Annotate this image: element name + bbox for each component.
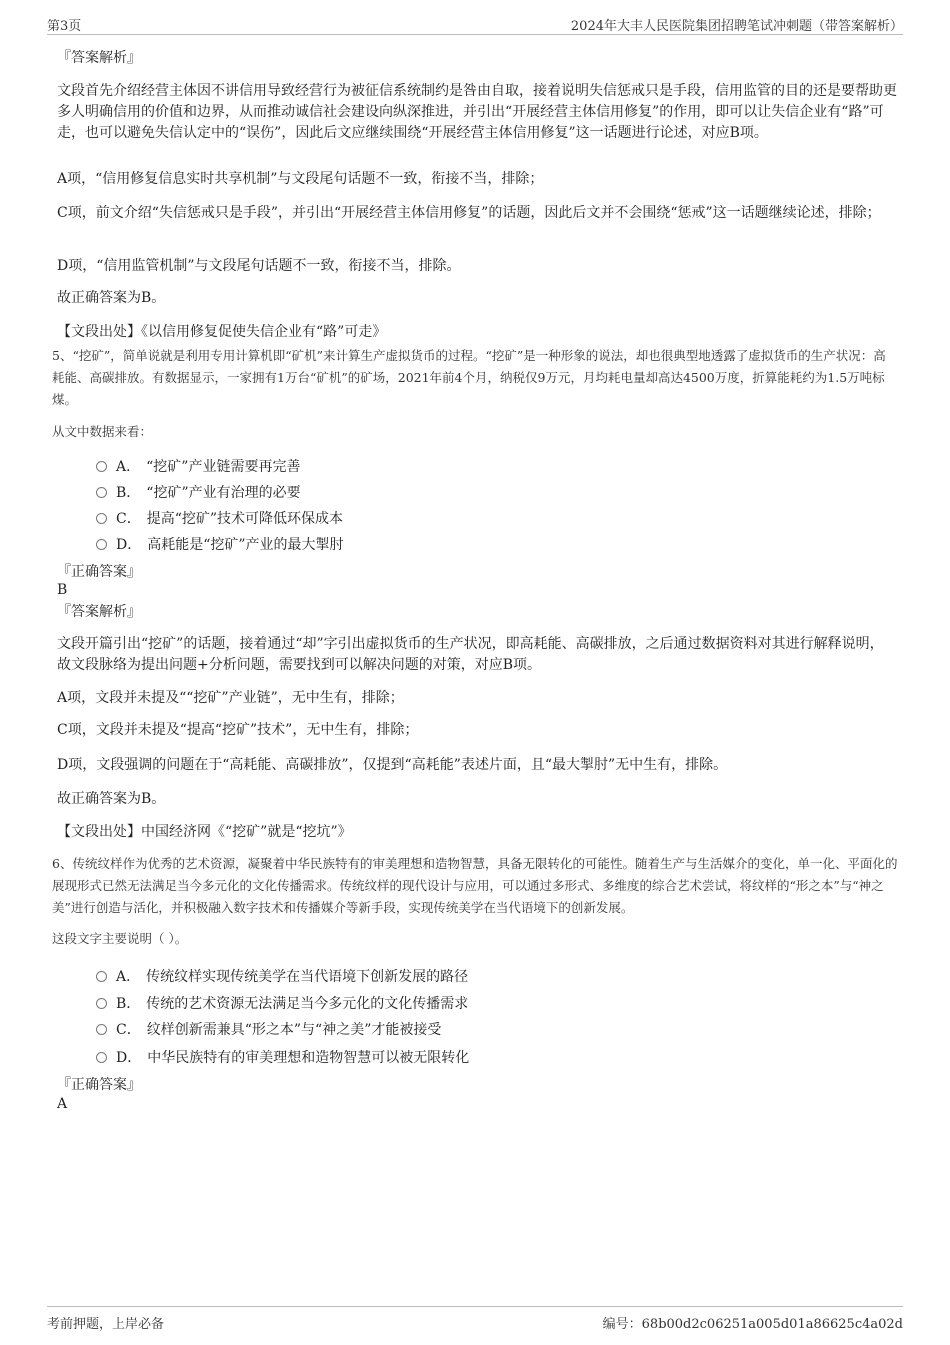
- option-text: 纹样创新需兼具“形之本”与“神之美”才能被接受: [146, 1022, 442, 1038]
- option-c[interactable]: [96, 508, 343, 528]
- radio-button-icon[interactable]: [96, 539, 107, 550]
- question-prompt: 从文中数据来看：: [52, 424, 153, 439]
- option-a[interactable]: [96, 456, 300, 476]
- radio-button-icon[interactable]: [96, 1024, 107, 1035]
- option-letter: A．: [116, 459, 141, 475]
- correct-answer: A: [57, 1096, 68, 1112]
- source-citation: 【文段出处】《以信用修复促使失信企业有“路”可走》: [57, 324, 387, 340]
- option-text: 中华民族特有的审美理想和造物智慧可以被无限转化: [147, 1050, 470, 1066]
- page-header: [47, 14, 903, 35]
- analysis-text: 文段首先介绍经营主体因不讲信用导致经营行为被征信系统制约是咎由自取，接着说明失信惩戒只是手段，信用监管的目的还是要帮助更多人明确信用的价值和边界，从而推动诚信社会建设向纵深推进，并引出“开展经营主体信用修复”的作用，即可以让失信企业有“路”可走，也可以避免失信认定中的“误伤”，因此后文应继续围绕“开展经营主体信用修复”这一话题进行论述，对应B项。: [57, 83, 897, 141]
- option-text: 传统纹样实现传统美学在当代语境下创新发展的路径: [146, 969, 469, 985]
- footer-slogan: 考前押题，上岸必备: [47, 1317, 165, 1332]
- radio-button-icon[interactable]: [96, 998, 107, 1009]
- source-citation: 【文段出处】中国经济网《“挖矿”就是“挖坑”》: [57, 824, 352, 840]
- correct-answer: B: [57, 582, 68, 598]
- analysis-text: 文段开篇引出“挖矿”的话题，接着通过“却”字引出虚拟货币的生产状况，即高耗能、高碳排放，之后通过数据资料对其进行解释说明，故文段脉络为提出问题+分析问题，需要找到可以解决问题的对策，对应B项。: [57, 636, 884, 673]
- option-letter: D．: [116, 537, 142, 553]
- document-code: 编号：68b00d2c06251a005d01a86625c4a02d: [602, 1317, 903, 1332]
- analysis-option-c: C项，前文介绍“失信惩戒只是手段”，并引出“开展经营主体信用修复”的话题，因此后文并不会围绕“惩戒”这一话题继续论述，排除；: [57, 205, 881, 221]
- option-b[interactable]: [96, 482, 301, 502]
- analysis-label: 『答案解析』: [57, 604, 141, 620]
- option-d[interactable]: [96, 534, 344, 554]
- radio-button-icon[interactable]: [96, 487, 107, 498]
- option-d[interactable]: [96, 1047, 469, 1067]
- option-letter: B．: [116, 485, 141, 501]
- option-text: 高耗能是“挖矿”产业的最大掣肘: [147, 537, 344, 553]
- option-letter: C．: [116, 1022, 141, 1038]
- option-text: 提高“挖矿”技术可降低环保成本: [146, 511, 344, 527]
- radio-button-icon[interactable]: [96, 971, 107, 982]
- document-title: 2024年大丰人民医院集团招聘笔试冲刺题（带答案解析）: [570, 19, 903, 34]
- page-footer: [47, 1306, 903, 1333]
- analysis-label: 『答案解析』: [57, 50, 141, 66]
- radio-button-icon[interactable]: [96, 461, 107, 472]
- option-letter: A．: [116, 969, 141, 985]
- option-letter: D．: [116, 1050, 142, 1066]
- option-text: 传统的艺术资源无法满足当今多元化的文化传播需求: [146, 996, 469, 1012]
- radio-button-icon[interactable]: [96, 513, 107, 524]
- analysis-option-c: C项，文段并未提及“提高“挖矿”技术”，无中生有，排除；: [57, 722, 419, 738]
- analysis-option-d: D项，文段强调的问题在于“高耗能、高碳排放”，仅提到“高耗能”表述片面，且“最大掣肘”无中生有，排除。: [57, 757, 728, 773]
- analysis-option-a: A项，文段并未提及““挖矿”产业链”，无中生有，排除；: [57, 690, 404, 706]
- option-letter: B．: [116, 996, 141, 1012]
- option-b[interactable]: [96, 993, 468, 1013]
- analysis-option-d: D项，“信用监管机制”与文段尾句话题不一致，衔接不当，排除。: [57, 258, 461, 274]
- radio-button-icon[interactable]: [96, 1052, 107, 1063]
- option-a[interactable]: [96, 966, 468, 986]
- correct-answer-label: 『正确答案』: [57, 1077, 141, 1093]
- analysis-option-a: A项，“信用修复信息实时共享机制”与文段尾句话题不一致，衔接不当，排除；: [57, 171, 544, 187]
- option-letter: C．: [116, 511, 141, 527]
- conclusion: 故正确答案为B。: [57, 290, 166, 306]
- option-text: “挖矿”产业链需要再完善: [146, 459, 301, 475]
- correct-answer-label: 『正确答案』: [57, 564, 141, 580]
- conclusion: 故正确答案为B。: [57, 791, 166, 807]
- question-stem: 6、传统纹样作为优秀的艺术资源，凝聚着中华民族特有的审美理想和造物智慧，具备无限转化的可能性。随着生产与生活媒介的变化，单一化、平面化的展现形式已然无法满足当今多元化的文化传播需求。传统纹样的现代设计与应用，可以通过多形式、多维度的综合艺术尝试，将纹样的“形之本”与“神之美”进行创造与活化，并积极融入数字技术和传播媒介等新手段，实现传统美学在当代语境下的创新发展。: [52, 856, 898, 915]
- question-stem: 5、“挖矿”，简单说就是利用专用计算机即“矿机”来计算生产虚拟货币的过程。“挖矿”是一种形象的说法，却也很典型地透露了虚拟货币的生产状况：高耗能、高碳排放。有数据显示，一家拥有1万台“矿机”的矿场，2021年前4个月，纳税仅9万元，月均耗电量却高达4500万度，折算能耗约为1.5万吨标煤。: [52, 348, 886, 407]
- question-prompt: 这段文字主要说明（ ）。: [52, 931, 188, 946]
- option-text: “挖矿”产业有治理的必要: [146, 485, 301, 501]
- option-c[interactable]: [96, 1019, 441, 1039]
- page-number: 第3页: [47, 19, 82, 34]
